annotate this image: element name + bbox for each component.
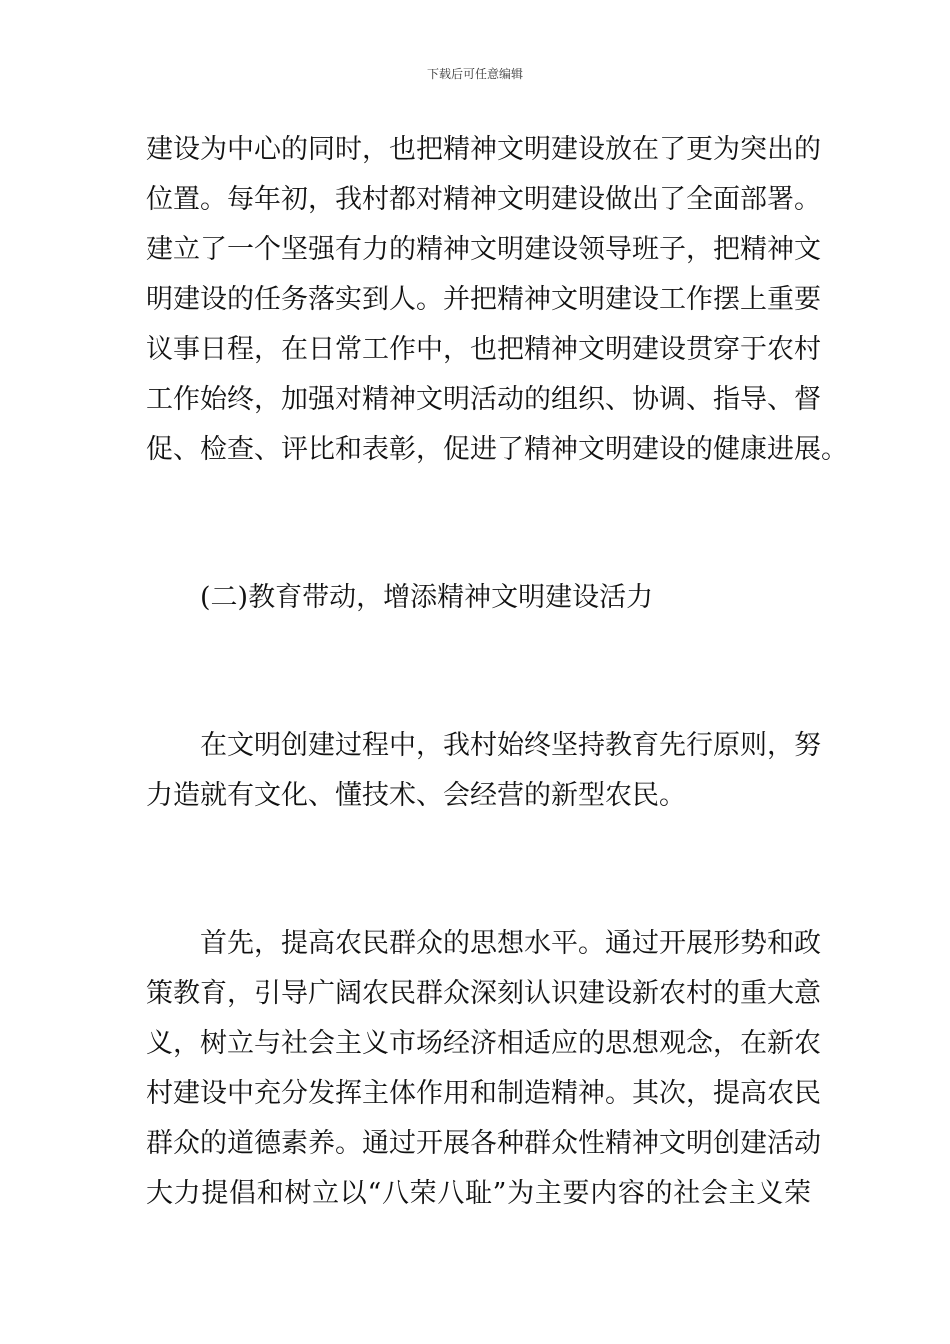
paragraph-line: 建立了一个坚强有力的精神文明建设领导班子，把精神文	[146, 234, 821, 265]
paragraph-line: 村建设中充分发挥主体作用和制造精神。其次，提高农民	[146, 1078, 821, 1109]
paragraph-line: 促、检查、评比和表彰，促进了精神文明建设的健康进展。	[146, 434, 848, 465]
paragraph-line: 大力提倡和树立以“八荣八耻”为主要内容的社会主义荣	[146, 1178, 811, 1209]
paragraph-line: 义，树立与社会主义市场经济相适应的思想观念，在新农	[146, 1028, 821, 1059]
paragraph-line: 在文明创建过程中，我村始终坚持教育先行原则，努	[200, 730, 821, 761]
page-header: 下载后可任意编辑	[426, 67, 523, 81]
section-heading: (二)教育带动，增添精神文明建设活力	[200, 582, 654, 613]
paragraph-line: 策教育，引导广阔农民群众深刻认识建设新农村的重大意	[146, 978, 821, 1009]
paragraph-line: 明建设的任务落实到人。并把精神文明建设工作摆上重要	[146, 284, 821, 315]
paragraph-line: 建设为中心的同时，也把精神文明建设放在了更为突出的	[146, 134, 821, 165]
paragraph-line: 首先，提高农民群众的思想水平。通过开展形势和政	[200, 928, 821, 959]
paragraph-line: 议事日程，在日常工作中，也把精神文明建设贯穿于农村	[146, 334, 821, 365]
paragraph-line: 群众的道德素养。通过开展各种群众性精神文明创建活动	[146, 1128, 821, 1159]
paragraph-line: 位置。每年初，我村都对精神文明建设做出了全面部署。	[146, 184, 821, 215]
paragraph-line: 工作始终，加强对精神文明活动的组织、协调、指导、督	[146, 384, 821, 415]
paragraph-line: 力造就有文化、懂技术、会经营的新型农民。	[146, 780, 686, 811]
